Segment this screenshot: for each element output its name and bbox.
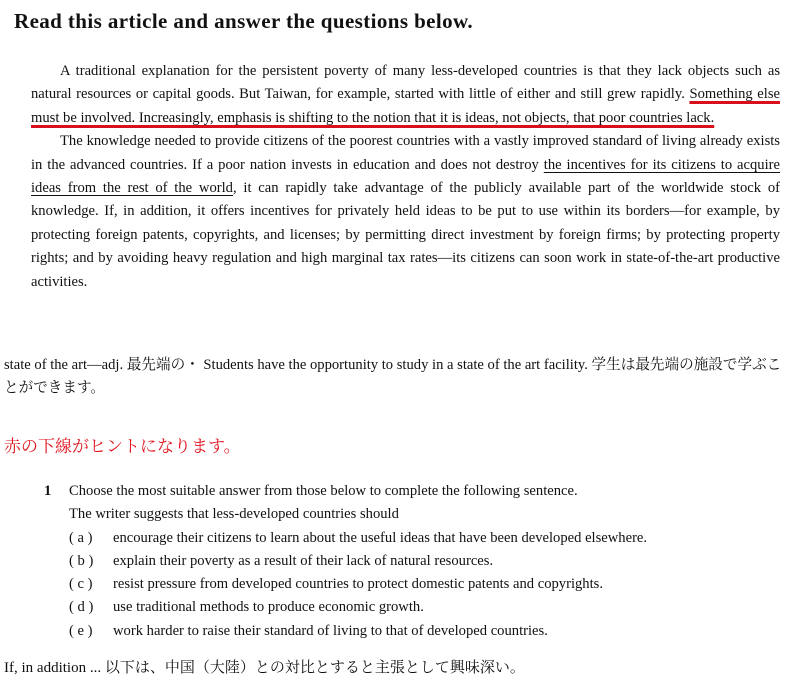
question-instruction: Choose the most suitable answer from those below to complete the following sentence. <box>69 483 578 499</box>
option-letter: ( c ) <box>69 576 93 593</box>
vocabulary-gloss: state of the art—adj. 最先端の・ Students have the opportunity to study in a state of the art facility. 学生は最先端の施設で学ぶことができます。 <box>4 357 782 396</box>
option-text: use traditional methods to produce economic growth. <box>113 599 424 616</box>
underlined-phrase: the incentives for its citizens to acquire ideas from the rest of the world <box>31 156 780 197</box>
question-1 <box>44 480 784 643</box>
page-title: Read this article and answer the questions below. <box>14 9 474 33</box>
paragraph-1-text: A traditional explanation for the persistent poverty of many less-developed countries is that they lack objects such as natural resources or capital goods. But Taiwan, for example, started with little of either and still grew rapidly. <box>31 63 780 103</box>
option-letter: ( a ) <box>69 529 93 546</box>
paragraph-2-text-end: , it can rapidly take advantage of the publicly available part of the worldwide stock of knowledge. If, in addition, it offers incentives for privately held ideas to be put to use within its borders—for example, by protecting foreign patents, copyrights, and licenses; by permitting direct investment by foreign firms; by protecting property rights; and by avoiding heavy regulation and high marginal tax rates—its citizens can soon work in state-of-the-art productive activities. <box>31 180 780 290</box>
answer-option-d[interactable] <box>44 596 784 619</box>
footer-note: If, in addition ... 以下は、中国（大陸）との対比とすると主張として興味深い。 <box>4 660 525 676</box>
option-letter: ( d ) <box>69 599 94 616</box>
question-header <box>44 480 784 503</box>
article-passage <box>31 60 780 294</box>
option-text: resist pressure from developed countries to protect domestic patents and copyrights. <box>113 576 603 593</box>
answer-option-b[interactable] <box>44 550 784 573</box>
paragraph-1 <box>31 60 780 130</box>
hint-note: 赤の下線がヒントになります。 <box>4 437 241 456</box>
option-text: work harder to raise their standard of living to that of developed countries. <box>113 622 548 639</box>
option-letter: ( e ) <box>69 622 93 639</box>
red-underlined-hint-1: Something else must be involved. Increasingly, emphasis is shifting to the notion that it is ideas, not objects, that poor countries lack. <box>31 86 780 126</box>
answer-option-c[interactable] <box>44 573 784 596</box>
question-number: 1 <box>44 483 52 499</box>
question-stem: The writer suggests that less-developed countries should <box>69 506 399 523</box>
option-text: explain their poverty as a result of their lack of natural resources. <box>113 552 494 569</box>
option-letter: ( b ) <box>69 552 94 569</box>
option-text: encourage their citizens to learn about the useful ideas that have been developed elsewhere. <box>113 529 648 546</box>
answer-option-e[interactable] <box>44 620 784 643</box>
answer-option-a[interactable] <box>44 527 784 550</box>
paragraph-2 <box>31 130 780 294</box>
paragraph-2-text-start: The knowledge needed to provide citizens of the poorest countries with a vastly improved standard of living already exists in the advanced countries. If a poor nation invests in education and does not destroy <box>31 133 780 173</box>
